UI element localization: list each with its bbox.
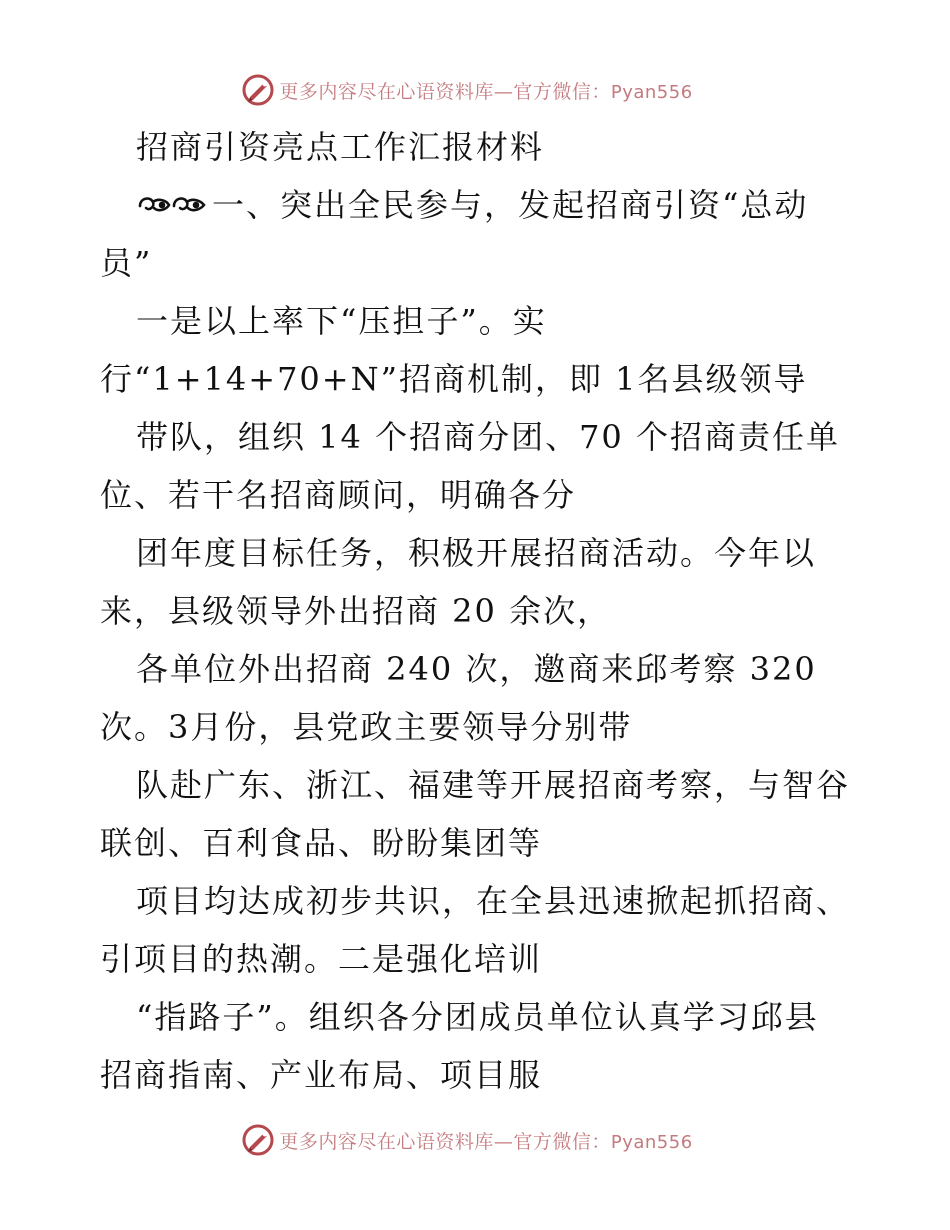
watermark-wechat-id: Pyan556: [610, 81, 693, 103]
paragraph-line: 一是以上率下“压担子”。实: [136, 302, 547, 340]
paragraph-line: 来，县级领导外出招商 20 余次，: [100, 592, 612, 630]
watermark-content: [241, 73, 692, 107]
paragraph-line: 引项目的热潮。二是强化培训: [100, 940, 543, 978]
paragraph-line: “指路子”。组织各分团成员单位认真学习邱县: [136, 998, 819, 1036]
paragraph-line: 位、若干名招商顾问，明确各分: [100, 476, 577, 514]
paragraph-line: 行“1+14+70+N”招商机制，即 1名县级领导: [100, 360, 808, 398]
paragraph-line: 团年度目标任务，积极开展招商活动。今年以: [136, 534, 817, 572]
document-title: 招商引资亮点工作汇报材料: [136, 128, 545, 166]
paragraph-line: 次。3月份，县党政主要领导分别带: [100, 708, 633, 746]
watermark-wechat-id: Pyan556: [610, 1131, 693, 1153]
paragraph-line: 联创、百利食品、盼盼集团等: [100, 824, 543, 862]
paragraph-line: 队赴广东、浙江、福建等开展招商考察，与智谷: [136, 766, 851, 804]
watermark-text: 更多内容尽在心语资料库—官方微信：Pyan556: [279, 1130, 693, 1153]
watermark-text: 更多内容尽在心语资料库—官方微信：Pyan556: [279, 80, 693, 103]
section-heading-text: 一、突出全民参与，发起招商引资“总动: [212, 186, 809, 224]
paragraph-line: 项目均达成初步共识，在全县迅速掀起抓招商、: [136, 882, 851, 920]
watermark-banner-bottom: [0, 1120, 950, 1160]
watermark-banner-top: [0, 70, 950, 110]
paragraph-line: 招商指南、产业布局、项目服: [100, 1056, 543, 1094]
red-pen-seal-icon: [241, 1123, 275, 1157]
decorative-scroll-ornament-icon: [136, 192, 210, 218]
red-pen-seal-icon: [241, 73, 275, 107]
paragraph-line: 员”: [100, 244, 153, 282]
section-heading-line: [136, 185, 808, 225]
watermark-content: [241, 1123, 692, 1157]
paragraph-line: 带队，组织 14 个招商分团、70 个招商责任单: [136, 418, 840, 456]
paragraph-line: 各单位外出招商 240 次，邀商来邱考察 320: [136, 650, 817, 688]
